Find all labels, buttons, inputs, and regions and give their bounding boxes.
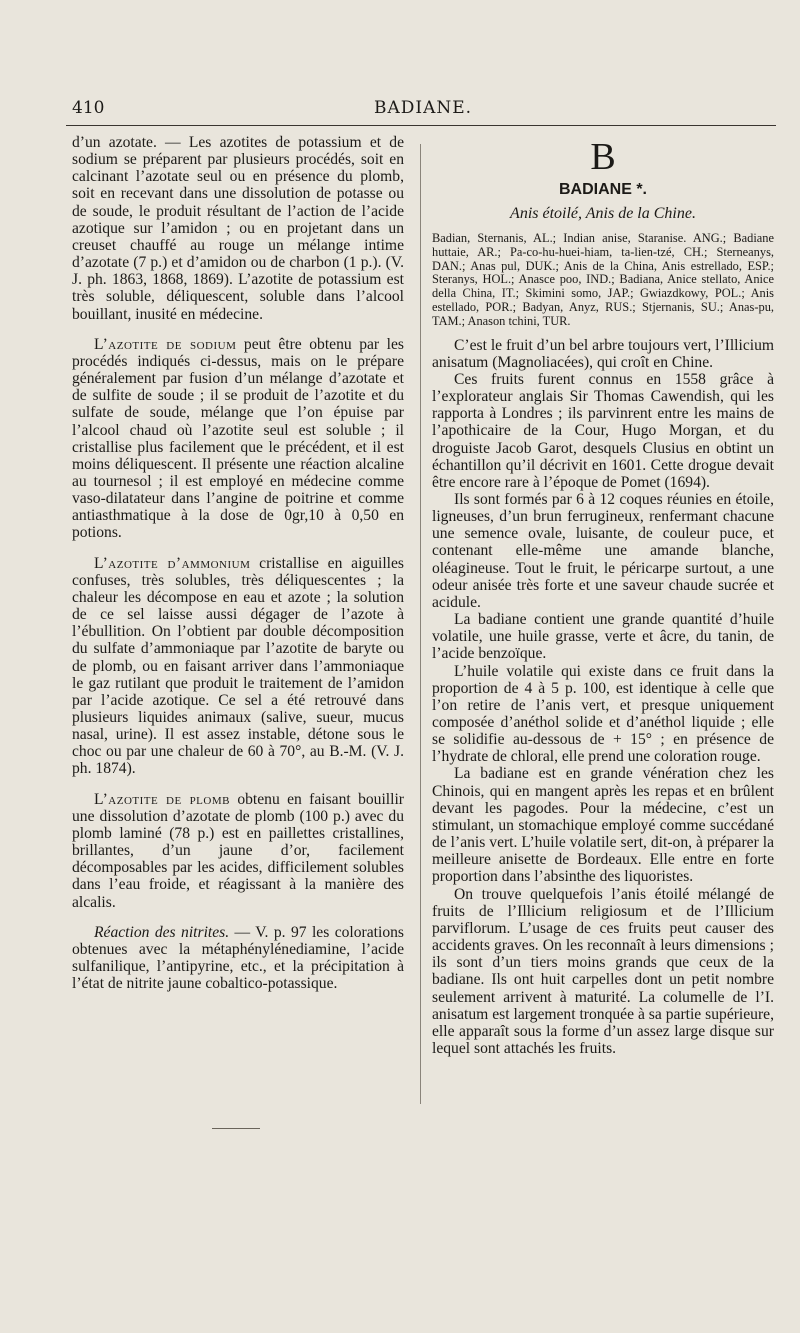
paragraph: Ces fruits furent connus en 1558 grâce à l’explorateur anglais Sir Thomas Cawendish, qui les rapporta à Londres ; ils parvinrent entre les mains de l’apothicaire de la Cour, Hugo Morgan, et du droguiste Jacob Garot, desquels Clusius en obtint un échantillon qu’il décrivit en 1601. Cette drogue devait être encore rare à l’époque de Pomet (1694). (432, 370, 774, 491)
paragraph: Ils sont formés par 6 à 12 coques réunies en étoile, ligneuses, d’un brun ferrugineux, renfermant chacune une semence ovale, luisante, de couleur puce, et contenant elle-même une amande blanche, oléagineuse. Tout le fruit, le péricarpe surtout, a une odeur anisée très forte et une saveur chaude sucrée et acidule. (432, 490, 774, 611)
paragraph: On trouve quelquefois l’anis étoilé mélangé de fruits de l’Illicium religiosum et de l’Illicium parviflorum. L’usage de ces fruits peut causer des accidents graves. On les reconnaît à leurs dimensions ; ils sont d’un tiers moins grands que ceux de la badiane. Ils ont huit carpelles dont un petit nombre seulement arrivent à maturité. La columelle de l’I. anisatum est largement tronquée à sa partie supérieure, elle apparaît sous la forme d’un assez large disque sur lequel sont attachés les fruits. (432, 885, 774, 1057)
entry-title: BADIANE *. (558, 181, 647, 198)
entry-heading: L’azotite de sodium (94, 335, 237, 353)
paragraph: L’azotite de plomb obtenu en faisant bouillir une dissolution d’azotate de plomb (100 p.) avec du plomb laminé (78 p.) est en paillettes cristallines, brillantes, d’un jaune d’or, facilement décomposables par les acides, difficilement solubles dans l’eau froide, et réagissant à la manière des alcalis. (72, 790, 404, 911)
paragraph: L’huile volatile qui existe dans ce fruit dans la proportion de 4 à 5 p. 100, est identique à celle que l’on retire de l’anis vert, et presque uniquement composée d’anéthol solide et d’anéthol liquide ; elle se solidifie au-dessous de + 15° ; en présence de l’hydrate de chloral, elle prend une coloration rouge. (432, 662, 774, 766)
paragraph: La badiane contient une grande quantité d’huile volatile, une huile grasse, verte et âcre, du tanin, de l’acide benzoïque. (432, 611, 774, 663)
section-letter: B (590, 136, 616, 178)
right-column (432, 134, 774, 1057)
paragraph: Réaction des nitrites. — V. p. 97 les colorations obtenues avec la métaphénylénediamine, l’acide sulfanilique, l’antipyrine, etc., et la précipitation à l’état de nitrite jaune cobaltico-potassique. (72, 923, 404, 993)
page-number: 410 (72, 98, 105, 118)
paragraph: d’un azotate. — Les azotites de potassium et de sodium se préparent par plusieurs procédés, soit en calcinant l’azotate seul ou en présence du plomb, soit en recevant dans une dissolution de potasse ou de soude, le produit résultant de l’action de l’acide azotique sur l’amidon ; ou en projetant dans un creuset chauffé au rouge un mélange intime d’azotate (7 p.) et d’amidon ou de charbon (1 p.). (V. J. ph. 1863, 1868, 1869). L’azotite de potassium est très soluble, déliquescent, soluble dans l’alcool bouillant, inusité en médecine. (72, 134, 404, 323)
entry-heading: L’azotite de plomb (94, 790, 230, 808)
paragraph: C’est le fruit d’un bel arbre toujours vert, l’Illicium anisatum (Magnoliacées), qui croît en Chine. (432, 336, 775, 371)
entry-heading: L’azotite d’ammonium (94, 554, 251, 572)
end-rule (212, 1128, 260, 1129)
column-divider (420, 144, 421, 1104)
paragraph: L’azotite d’ammonium cristallise en aiguilles confuses, très solubles, très déliquescentes ; la chaleur les décompose en eau et azote ; la solution de ce sel laisse aussi dégager de l’azote à l’ébullition. On l’obtient par double décomposition du sulfate d’ammoniaque par l’azotite de baryte ou de plomb, ou en faisant arriver dans l’ammoniaque le gaz rutilant que produit le traitement de l’amidon par l’acide azotique. Ce sel a été retrouvé dans plusieurs liquides animaux (salive, sueur, mucus nasal, urine). Il est assez instable, détone sous le choc ou par une chaleur de 60 à 70°, au B.-M. (V. J. ph. 1874). (72, 554, 404, 778)
running-title: BADIANE. (373, 98, 473, 118)
header-rule (66, 125, 776, 126)
paragraph: L’azotite de sodium peut être obtenu par les procédés indiqués ci-dessus, mais on le prépare généralement par fusion d’un mélange d’azotate et de sulfite de soude ; il se produit de l’azotite et du sulfate de soude, mélange que l’on épuise par l’alcool chaud où l’azotite seul est soluble ; il cristallise plus facilement que le précédent, et il est moins déliquescent. Il présente une réaction alcaline au tournesol ; il est employé en médecine comme vaso-dilatateur dans l’angine de poitrine et comme antiasthmatique à la dose de 0gr,10 à 0,50 en potions. (72, 335, 404, 542)
entry-heading: Réaction des nitrites. (94, 923, 230, 941)
left-column (72, 134, 404, 992)
page-header (72, 98, 774, 124)
synonyms-title: Anis étoilé, Anis de la Chine. (510, 205, 696, 222)
synonyms-list: Badian, Sternanis, AL.; Indian anise, Staranise. ANG.; Badiane huttaie, AR.; Pa-co-hu-huei-hiam, ta-lien-tzé, CH.; Sterneanys, DAN.; Anas pul, DUK.; Anis de la China, Anis estrellado, ESP.; Steranys, HOL.; Anasce poo, IND.; Badiana, Anice stellato, Anice della China, IT.; Skimini somo, JAP.; Gwiazdkowy, POL.; Anis estellado, POR.; Badyan, Anyz, RUS.; Stjernanis, SU.; Anas-pu, TAM.; Anason tchini, TUR. (432, 231, 774, 328)
paragraph: La badiane est en grande vénération chez les Chinois, qui en mangent après les repas et en brûlent devant les pagodes. Pour la médecine, c’est un stimulant, un stomachique employé comme succédané de l’anis vert. L’huile volatile sert, dit-on, à préparer la meilleure anisette de Bordeaux. Elle entre en forte proportion dans l’absinthe des liquoristes. (432, 765, 774, 886)
